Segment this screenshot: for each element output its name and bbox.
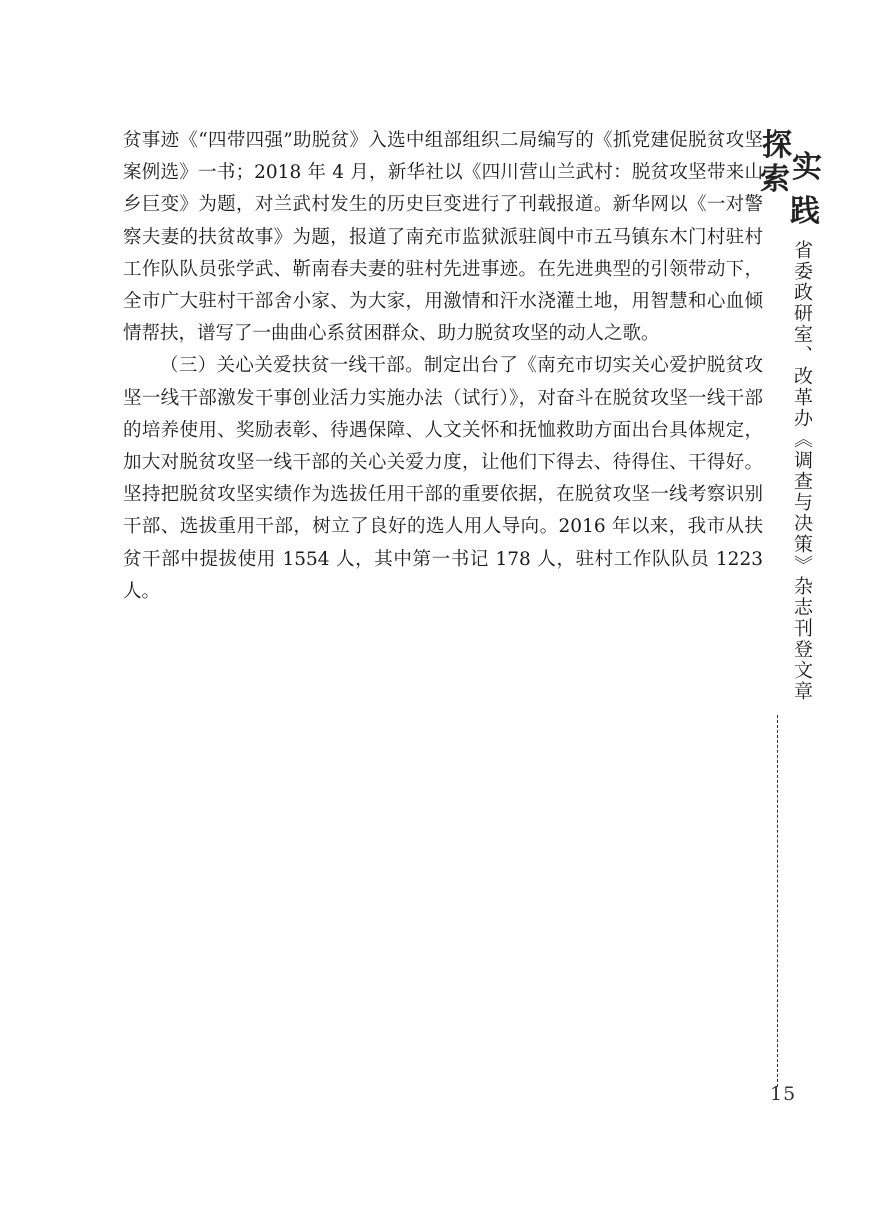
sidebar-vertical-title: 省委政研室、改革办《调查与决策》杂志刊登文章 (791, 240, 813, 702)
paragraph-1: 贫事迹《“四带四强”助脱贫》入选中组部组织二局编写的《抓党建促脱贫攻坚案例选》一书；2018 年 4 月，新华社以《四川营山兰武村：脱贫攻坚带来山乡巨变》为题，对兰武村发生的历史巨变进行了刊载报道。新华网以《一对警察夫妻的扶贫故事》为题，报道了南充市监狱派驻阆中市五马镇东木门村驻村工作队队员张学武、靳南春夫妻的驻村先进事迹。在先进典型的引领带动下，全市广大驻村干部舍小家、为大家，用激情和汗水浇灌土地，用智慧和心血倾情帮扶，谱写了一曲曲心系贫困群众、助力脱贫攻坚的动人之歌。 (123, 130, 763, 345)
body-text (123, 125, 763, 608)
logo-char-1: 探 (762, 128, 792, 163)
paragraph-2-text: 制定出台了《南充市切实关心爱护脱贫攻坚一线干部激发干事创业活力实施办法（试行）》，对奋斗在脱贫攻坚一线干部的培养使用、奖励表彰、待遇保障、人文关怀和抚恤救助方面出台具体规定，加大对脱贫攻坚一线干部的关心关爱力度，让他们下得去、待得住、干得好。坚持把脱贫攻坚实绩作为选拔任用干部的重要依据，在脱贫攻坚一线考察识别干部、选拔重用干部，树立了良好的选人用人导向。2016 年以来，我市从扶贫干部中提拔使用 1554 人，其中第一书记 178 人，驻村工作队队员 1223 人。 (123, 355, 763, 602)
sidebar-logo (760, 120, 830, 230)
logo-char-2: 索 (760, 162, 790, 197)
paragraph-2 (123, 350, 763, 608)
page-number: 15 (770, 1083, 797, 1105)
logo-char-3: 实 (792, 150, 822, 185)
sidebar-dashed-divider (777, 715, 778, 1087)
section-heading: （三）关心关爱扶贫一线干部。 (160, 355, 424, 377)
logo-char-4: 践 (790, 194, 820, 229)
